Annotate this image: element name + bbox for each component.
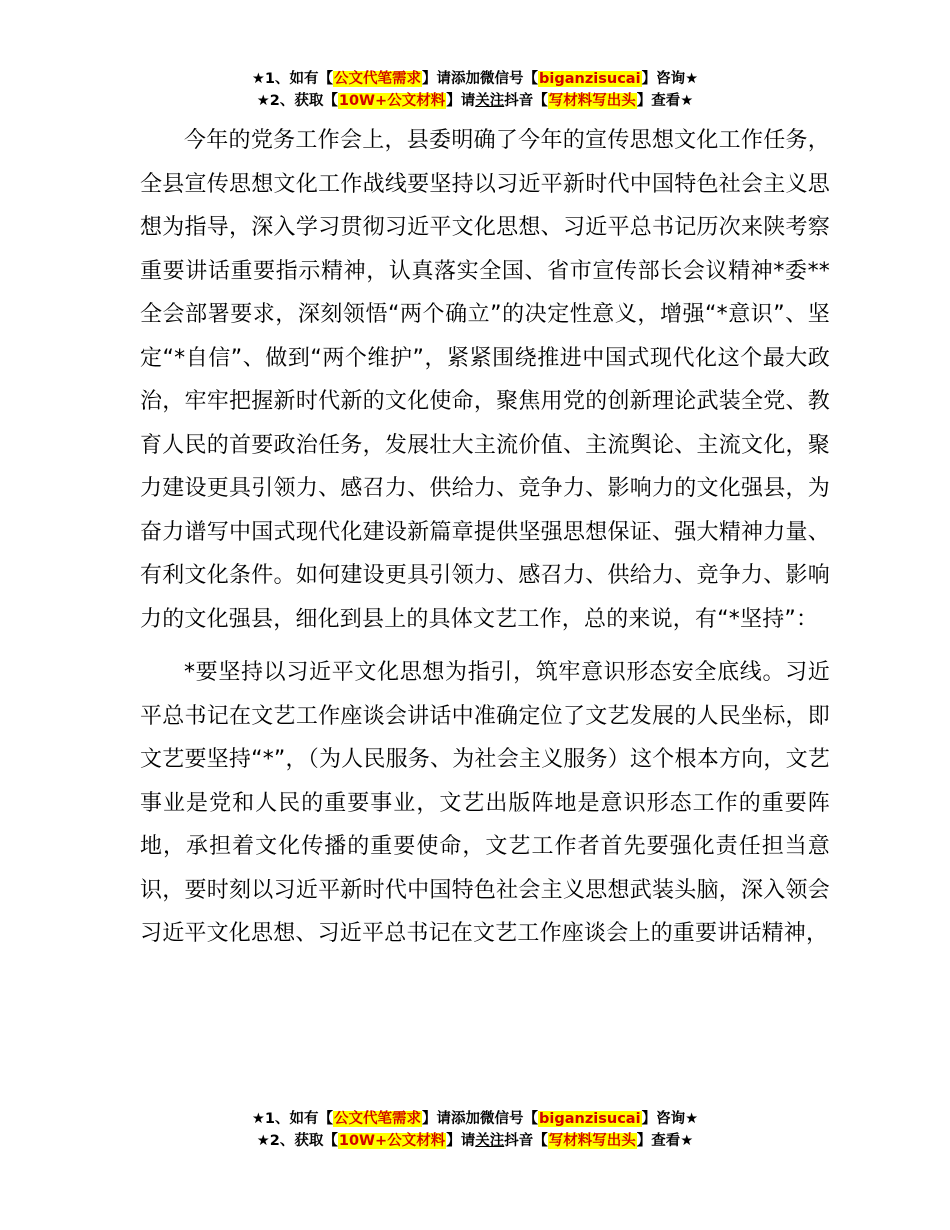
banner-highlight: 10W+公文材料 [338, 1133, 446, 1149]
banner-emphasis: 关注 [475, 1133, 505, 1149]
banner-text: 】查看★ [636, 93, 694, 109]
banner-text: 抖音【 [504, 93, 548, 109]
banner-emphasis: 关注 [475, 93, 505, 109]
body-paragraph-2: *要坚持以习近平文化思想为指引，筑牢意识形态安全底线。习近平总书记在文艺工作座谈会讲话中准确定位了文艺发展的人民坐标，即文艺要坚持“*”，（为人民服务、为社会主义服务）这个根本方向，文艺事业是党和人民的重要事业，文艺出版阵地是意识形态工作的重要阵地，承担着文化传播的重要使命，文艺工作者首先要强化责任担当意识，要时刻以习近平新时代中国特色社会主义思想武装头脑，深入领会习近平文化思想、习近平总书记在文艺工作座谈会上的重要讲话精神， [140, 660, 830, 946]
banner-highlight: 10W+公文材料 [338, 93, 446, 109]
banner-text: ★2、获取【 [256, 93, 338, 109]
banner-highlight: biganzisucai [539, 71, 641, 87]
banner-highlight: biganzisucai [539, 1111, 641, 1127]
banner-text: ★1、如有【 [251, 71, 334, 87]
header-banner [0, 68, 950, 112]
footer-banner-line-1 [0, 1108, 950, 1130]
banner-text: 】咨询★ [641, 71, 699, 87]
body-paragraph-1: 今年的党务工作会上，县委明确了今年的宣传思想文化工作任务，全县宣传思想文化工作战线要坚持以习近平新时代中国特色社会主义思想为指导，深入学习贯彻习近平文化思想、习近平总书记历次来陕考察重要讲话重要指示精神，认真落实全国、省市宣传部长会议精神*委**全会部署要求，深刻领悟“两个确立”的决定性意义，增强“*意识”、坚定“*自信”、做到“两个维护”，紧紧围绕推进中国式现代化这个最大政治，牢牢把握新时代新的文化使命，聚焦用党的创新理论武装全党、教育人民的首要政治任务，发展壮大主流价值、主流舆论、主流文化，聚力建设更具引领力、感召力、供给力、竞争力、影响力的文化强县，为奋力谱写中国式现代化建设新篇章提供坚强思想保证、强大精神力量、有利文化条件。如何建设更具引领力、感召力、供给力、竞争力、影响力的文化强县，细化到县上的具体文艺工作，总的来说，有“*坚持”： [140, 128, 830, 632]
banner-emphasis: 添加 [451, 1111, 481, 1127]
banner-text: 】请 [446, 93, 476, 109]
banner-text: 】请 [422, 71, 452, 87]
banner-highlight: 公文代笔需求 [334, 1111, 422, 1127]
footer-banner-line-2 [0, 1130, 950, 1152]
banner-text: 微信号【 [480, 1111, 539, 1127]
banner-text: 】咨询★ [641, 1111, 699, 1127]
banner-emphasis: 添加 [451, 71, 481, 87]
banner-text: ★1、如有【 [251, 1111, 334, 1127]
banner-text: ★2、获取【 [256, 1133, 338, 1149]
header-banner-line-2 [0, 90, 950, 112]
document-body [140, 119, 830, 956]
banner-text: 微信号【 [480, 71, 539, 87]
banner-text: 】请 [446, 1133, 476, 1149]
banner-highlight: 写材料写出头 [548, 1133, 636, 1149]
banner-text: 】请 [422, 1111, 452, 1127]
banner-text: 抖音【 [504, 1133, 548, 1149]
banner-text: 】查看★ [636, 1133, 694, 1149]
banner-highlight: 写材料写出头 [548, 93, 636, 109]
banner-highlight: 公文代笔需求 [334, 71, 422, 87]
footer-banner [0, 1108, 950, 1152]
header-banner-line-1 [0, 68, 950, 90]
